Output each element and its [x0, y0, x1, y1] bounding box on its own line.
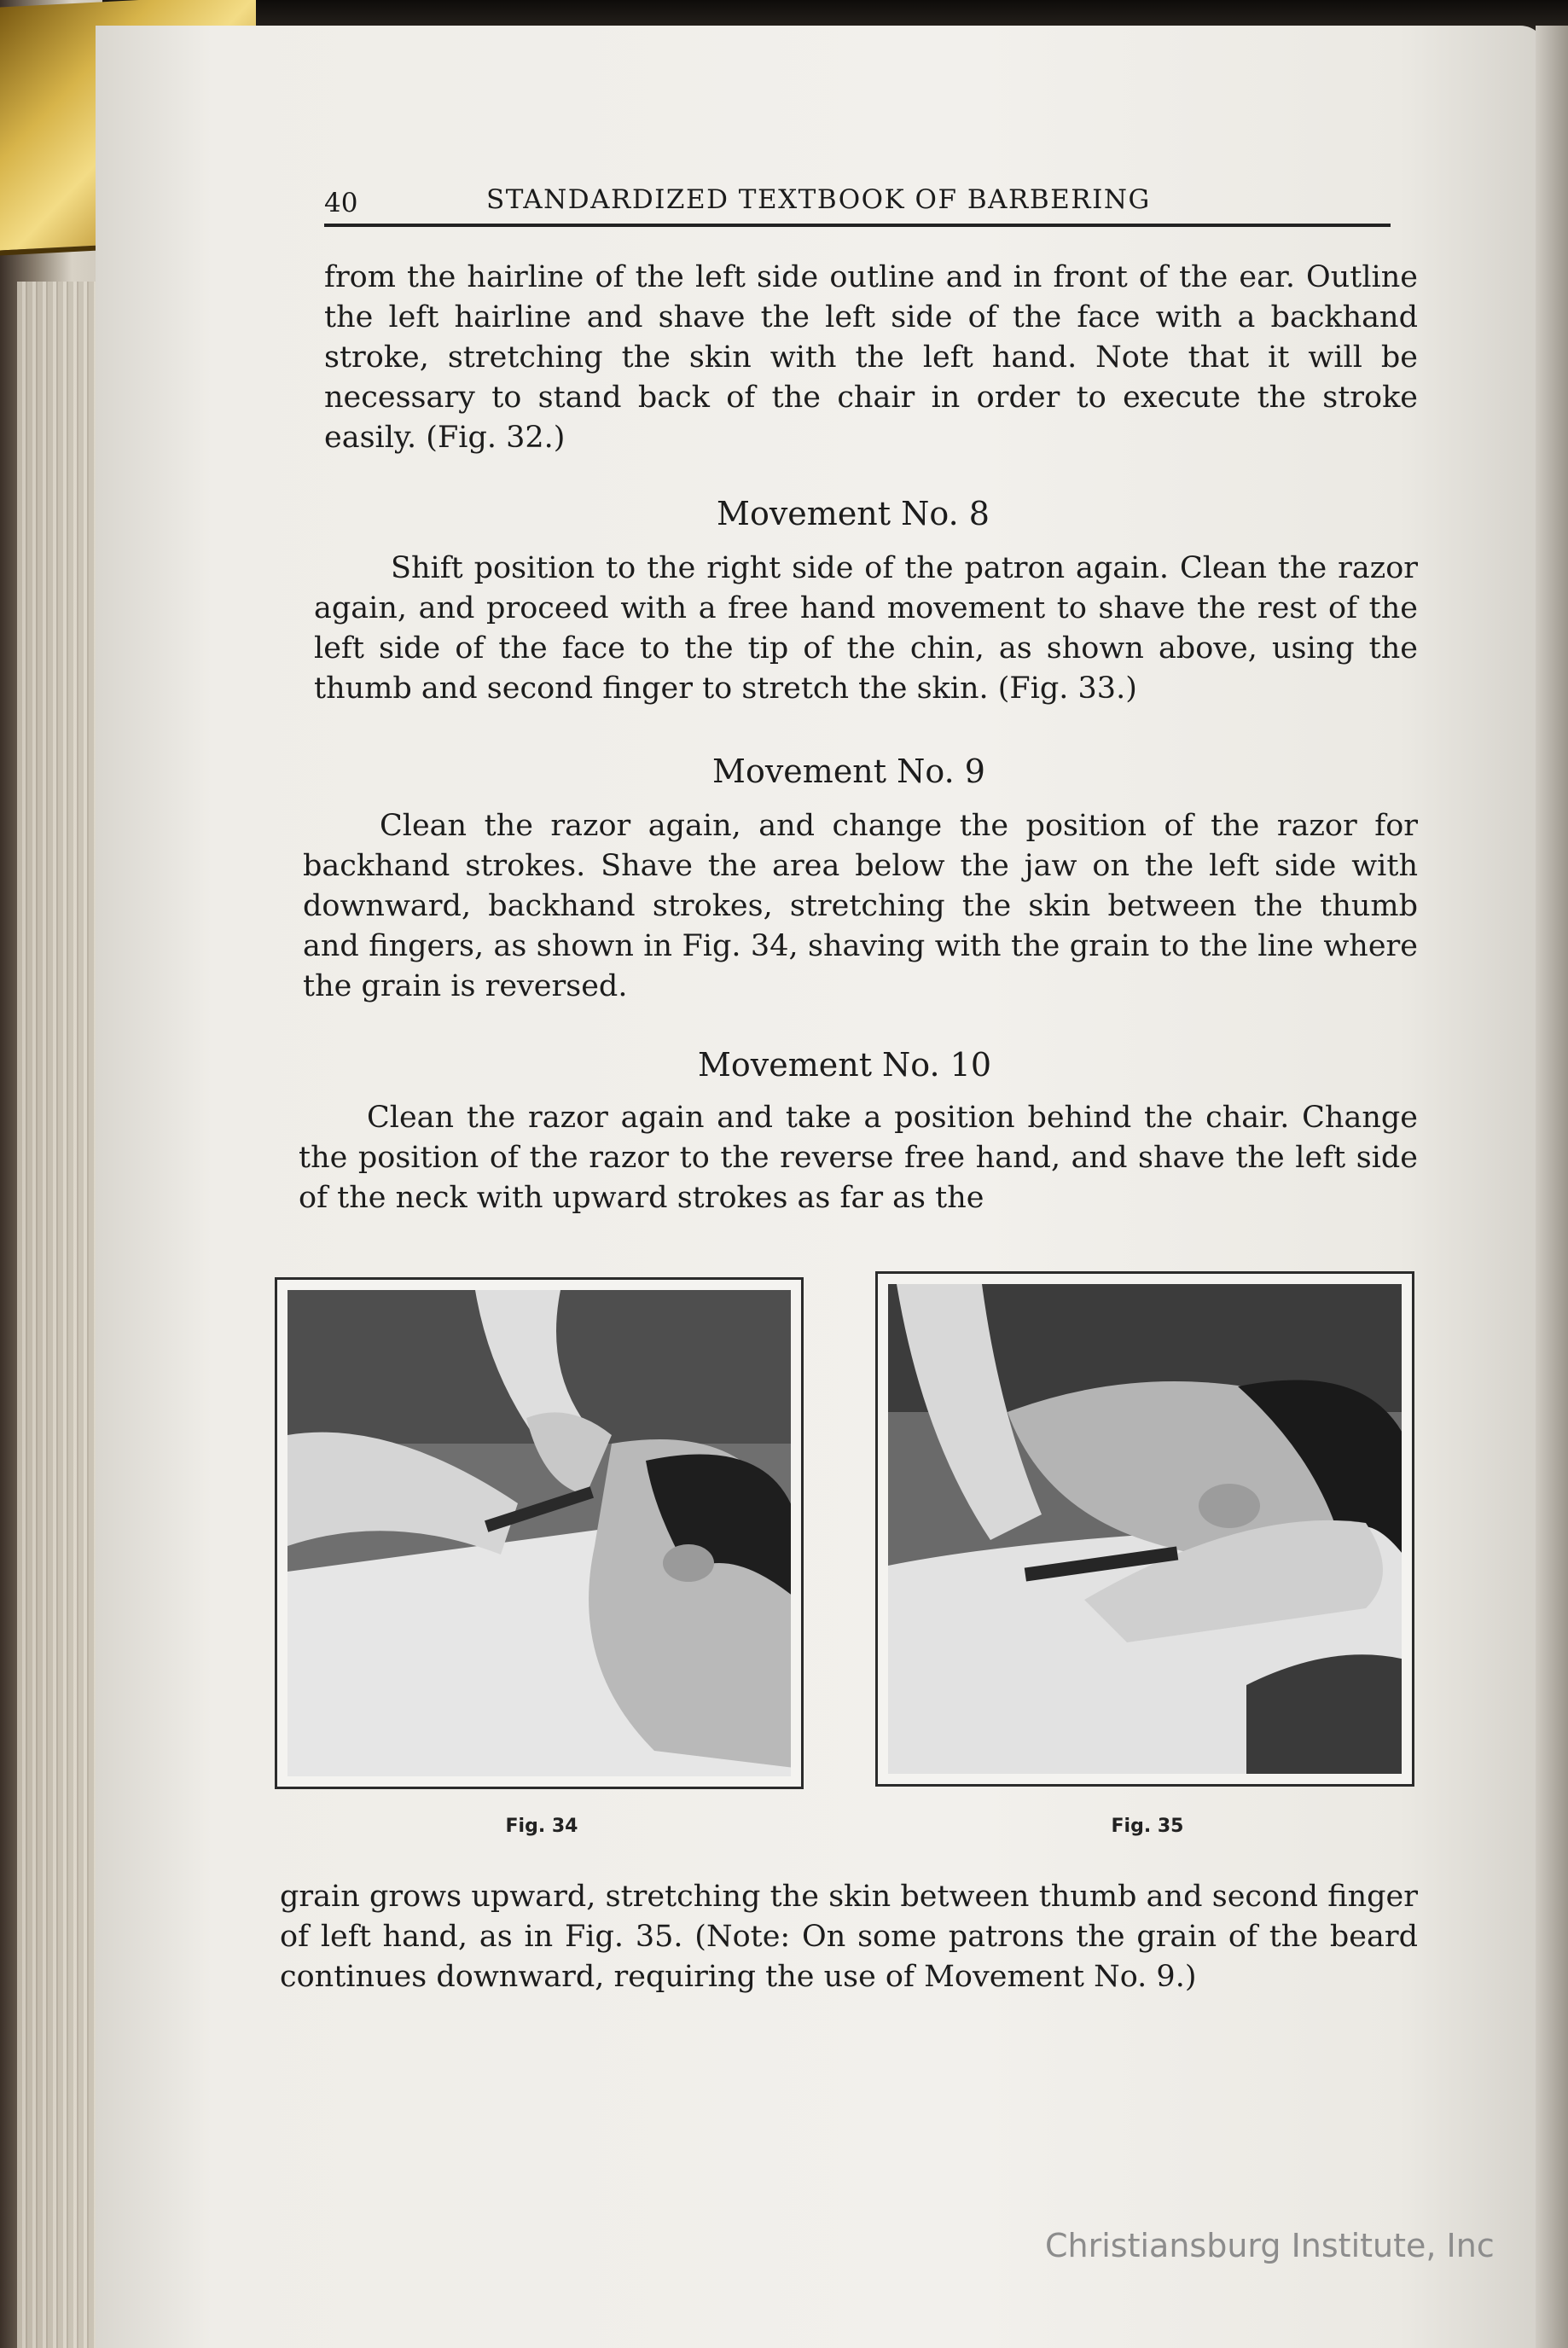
movement-8-heading: Movement No. 8	[717, 495, 990, 532]
figure-34	[275, 1277, 804, 1789]
barber-shaving-neck-illustration	[888, 1284, 1402, 1774]
right-page-edge	[1536, 26, 1568, 2348]
figure-35-photo	[888, 1284, 1402, 1774]
figure-34-photo	[287, 1290, 791, 1776]
running-header	[324, 181, 1391, 227]
figure-34-caption: Fig. 34	[505, 1816, 578, 1837]
figure-35-caption: Fig. 35	[1111, 1816, 1184, 1837]
movement-8-text: Shift position to the right side of the patron again. Clean the razor again, and proceed with a free hand movement to shave the rest of the left side of the face to the tip of the chin, as shown above, using the thumb and second finger to stretch the skin. (Fig. 33.)	[314, 551, 1418, 706]
movement-10-heading: Movement No. 10	[697, 1046, 992, 1084]
movement-9-heading: Movement No. 9	[712, 753, 985, 790]
continuation-paragraph: grain grows upward, stretching the skin between thumb and second finger of left hand, as in Fig. 35. (Note: On some patrons the grain of the beard continues downward, requiring the use of Movement No. 9.)	[280, 1880, 1418, 1994]
watermark: Christiansburg Institute, Inc	[1045, 2227, 1495, 2264]
book-title: STANDARDIZED TEXTBOOK OF BARBERING	[486, 184, 1151, 215]
movement-9-text: Clean the razor again, and change the position of the razor for backhand strokes. Shave the area below the jaw on the left side with downward, backhand strokes, stretching the skin between the thumb and fingers, as shown in Fig. 34, shaving with the grain to the line where the grain is reversed.	[303, 809, 1418, 1003]
paragraph-intro: from the hairline of the left side outline and in front of the ear. Outline the left hairline and shave the left side of the face with a backhand stroke, stretching the skin with the left hand. Note that it will be necessary to stand back of the chair in order to execute the stroke easily. (Fig. 32.)	[324, 260, 1418, 455]
movement-10-text: Clean the razor again and take a position behind the chair. Change the position of the razor to the reverse free hand, and shave the left side of the neck with upward strokes as far as the	[299, 1101, 1418, 1215]
barber-shaving-jaw-illustration	[287, 1290, 791, 1776]
page-number: 40	[324, 188, 358, 218]
figure-35	[875, 1271, 1414, 1787]
